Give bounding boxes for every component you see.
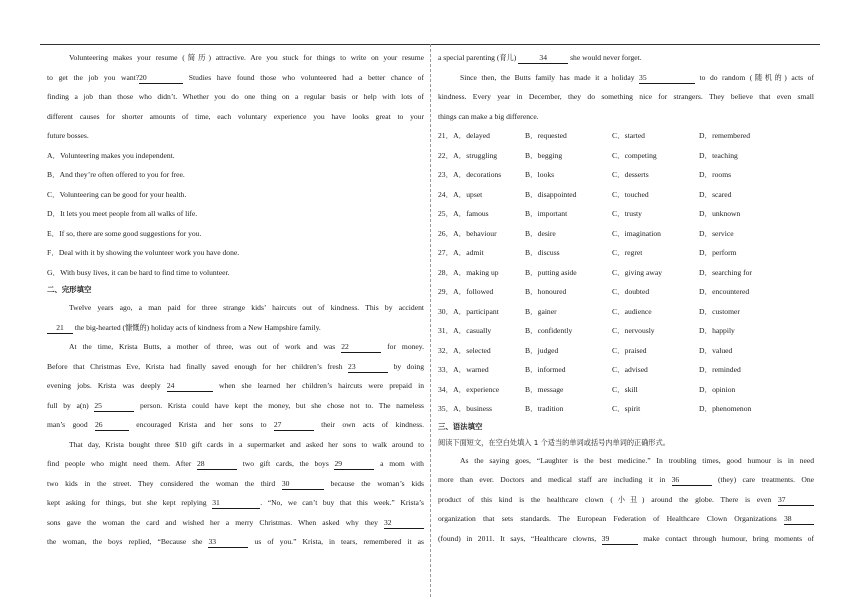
options-table — [438, 126, 814, 419]
option-cell[interactable]: 35．A．business — [438, 404, 493, 413]
option-row — [438, 360, 814, 380]
text-line: the woman, the boys replied, “Because she 33 us of you.” Krista, in tears, remembered it as — [47, 537, 424, 546]
blank-26[interactable]: 26 — [95, 420, 129, 431]
blank-24[interactable]: 24 — [167, 381, 213, 392]
option-cell[interactable]: B．looks — [525, 170, 555, 179]
option-cell[interactable]: D．searching for — [699, 267, 752, 277]
option-cell[interactable]: 29．A．followed — [438, 287, 494, 296]
option-row — [438, 282, 814, 302]
section-heading-grammar: 三、语法填空 — [438, 421, 483, 431]
option-cell[interactable]: 24．A．upset — [438, 189, 483, 199]
text-line: to get the job you want?20 Studies have found those who volunteered had a better chance of — [47, 72, 424, 82]
option-cell[interactable]: D．scared — [699, 189, 732, 199]
text-line: (found) in 2011. It says, “Healthcare clowns, 39 make contact through humour, bring moments of — [438, 533, 814, 543]
option-cell[interactable]: B．judged — [525, 345, 559, 355]
option-row — [438, 224, 814, 244]
option-cell[interactable]: B．begging — [525, 150, 563, 160]
option-row — [438, 165, 814, 185]
option-cell[interactable]: B．informed — [525, 365, 566, 374]
text-line: At the time, Krista Butts, a mother of three, was out of work and was 22 for money. — [69, 342, 424, 351]
option-cell[interactable]: B．disappointed — [525, 189, 577, 199]
text-line: two kids in the street. They considered the woman the third 30 because the woman’s kids — [47, 478, 424, 488]
blank-34[interactable]: 34 — [518, 53, 568, 64]
blank-33[interactable]: 33 — [208, 537, 248, 548]
text-line: find people who might need them. After 28 two gift cards, the boys 29 a mom with — [47, 459, 424, 468]
choice-e: E．If so, there are some good suggestions for you. — [47, 228, 202, 238]
option-row — [438, 302, 814, 322]
blank-23[interactable]: 23 — [348, 362, 388, 373]
option-cell[interactable]: C．praised — [612, 345, 647, 355]
text-line: Since then, the Butts family has made it a holiday 35 to do random (随机的) acts of — [460, 72, 814, 82]
option-cell[interactable]: D．phenomenon — [699, 404, 752, 413]
blank-39[interactable]: 39 — [602, 534, 638, 545]
text-line: more than ever. Doctors and medical staff are including it in 36 (they) care treatments. One — [438, 475, 814, 484]
blank-28[interactable]: 28 — [197, 459, 237, 470]
text-line: full by a(n) 25 person. Krista could have kept the money, but she chose not to. The nameless — [47, 400, 424, 410]
blank-21[interactable]: 21 — [47, 323, 73, 334]
text-line: evening jobs. Krista was deeply 24 when she learned her children’s haircuts were prepaid in — [47, 381, 424, 390]
blank-32[interactable]: 32 — [384, 518, 424, 529]
text-line: 21 the big-hearted (慷慨的) holiday acts of kindness from a New Hampshire family. — [47, 318, 424, 338]
choice-b: B．And they’re often offered to you for free. — [47, 170, 185, 179]
text-line: finding a job than those who didn’t. Whether you do one thing on a regular basis or help with lots of — [47, 92, 424, 101]
option-cell[interactable]: 22．A．struggling — [438, 150, 498, 160]
option-cell[interactable]: C．competing — [612, 150, 657, 160]
blank-30[interactable]: 30 — [282, 479, 324, 490]
option-cell[interactable]: C．trusty — [612, 209, 642, 218]
blank-36[interactable]: 36 — [672, 475, 712, 486]
text-line: Twelve years ago, a man paid for three strange kids’ haircuts out of kindness. This by accident — [69, 303, 424, 312]
text-line: a special parenting (育儿) 34 she would never forget. — [438, 53, 642, 62]
option-cell[interactable]: C．skill — [612, 384, 638, 394]
blank-25[interactable]: 25 — [94, 401, 134, 412]
option-cell[interactable]: C．regret — [612, 248, 643, 257]
text-line: sons gave the woman the card and wished her a merry Christmas. When asked why they 32 — [47, 513, 424, 533]
option-cell[interactable]: D．opinion — [699, 384, 736, 394]
blank-38[interactable]: 38 — [784, 514, 814, 525]
option-cell[interactable]: D．perform — [699, 248, 737, 257]
option-cell[interactable]: 27．A．admit — [438, 248, 484, 257]
blank-27[interactable]: 27 — [274, 420, 314, 431]
text-line: As the saying goes, “Laughter is the best medicine.” In troubling times, good humour is in need — [460, 455, 814, 465]
option-cell[interactable]: 30．A．participant — [438, 306, 499, 316]
option-cell[interactable]: B．gainer — [525, 306, 557, 316]
text-line: man’s good 26 encouraged Krista and her sons to 27 their own acts of kindness. — [47, 420, 424, 429]
option-cell[interactable]: 21．A．delayed — [438, 131, 490, 140]
option-cell[interactable]: B．honoured — [525, 287, 567, 296]
option-cell[interactable]: 32．A．selected — [438, 345, 491, 355]
option-cell[interactable]: B．desire — [525, 228, 556, 238]
option-row — [438, 126, 814, 146]
option-row — [438, 185, 814, 205]
option-cell[interactable]: B．confidently — [525, 326, 573, 335]
section-heading-cloze: 二、完形填空 — [47, 285, 92, 294]
option-cell[interactable]: C．giving away — [612, 267, 662, 277]
option-cell[interactable]: C．desserts — [612, 170, 649, 179]
option-row — [438, 146, 814, 166]
text-line: kept asking for things, but she kept replying 31 . “No, we can’t buy that this week.” Krista’s — [47, 498, 424, 507]
option-cell[interactable]: D．customer — [699, 306, 740, 316]
choice-g: G．With busy lives, it can be hard to find time to volunteer. — [47, 267, 230, 277]
option-cell[interactable]: B．discuss — [525, 248, 560, 257]
option-cell[interactable]: 26．A．behaviour — [438, 228, 497, 238]
option-cell[interactable]: C．imagination — [612, 228, 661, 238]
option-cell[interactable]: C．audience — [612, 306, 652, 316]
option-cell[interactable]: D．reminded — [699, 365, 741, 374]
option-cell[interactable]: D．unknown — [699, 209, 741, 218]
option-row — [438, 399, 814, 419]
option-cell[interactable]: B．putting aside — [525, 267, 577, 277]
text-line: organization that sets standards. The European Federation of Healthcare Clown Organizations 38 — [438, 509, 814, 529]
blank-20[interactable]: 20 — [139, 73, 183, 84]
option-row — [438, 243, 814, 263]
text-line: kindness. Every year in December, they do something nice for strangers. They believe that even small — [438, 92, 814, 101]
right-column — [438, 48, 814, 548]
option-cell[interactable]: 33．A．warned — [438, 365, 489, 374]
option-cell[interactable]: 25．A．famous — [438, 209, 489, 218]
option-row — [438, 263, 814, 283]
column-divider — [430, 44, 431, 597]
option-cell[interactable]: D．rooms — [699, 170, 732, 179]
choice-a: A．Volunteering makes you independent. — [47, 150, 175, 160]
option-cell[interactable]: B．tradition — [525, 404, 564, 413]
blank-22[interactable]: 22 — [341, 342, 381, 353]
blank-29[interactable]: 29 — [334, 459, 374, 470]
option-cell[interactable]: C．doubted — [612, 287, 650, 296]
option-cell[interactable]: 31．A．casually — [438, 326, 492, 335]
option-cell[interactable]: B．message — [525, 384, 564, 394]
option-cell[interactable]: D．teaching — [699, 150, 738, 160]
option-cell[interactable]: C．started — [612, 131, 645, 140]
instruction: 阅读下面短文，在空白处填入 1 个适当的单词或括号内单词的正确形式。 — [438, 437, 670, 447]
option-cell[interactable]: D．happily — [699, 326, 735, 335]
text-line: things can make a big difference. — [438, 111, 539, 121]
text-line: Volunteering makes your resume (简历) attractive. Are you stuck for things to write on your resume — [69, 53, 424, 62]
text-line: That day, Krista bought three $10 gift cards in a supermarket and asked her sons to walk around to — [69, 439, 424, 449]
blank-31[interactable]: 31 — [212, 498, 260, 509]
option-row — [438, 204, 814, 224]
option-cell[interactable]: C．nervously — [612, 326, 655, 335]
option-row — [438, 380, 814, 400]
option-cell[interactable]: C．advised — [612, 365, 648, 374]
option-cell[interactable]: 34．A．experience — [438, 384, 500, 394]
option-cell[interactable]: B．important — [525, 209, 568, 218]
text-line: different causes for shorter amounts of time, each voluntary experience you have looks great to your — [47, 111, 424, 121]
choice-c: C．Volunteering can be good for your health. — [47, 189, 187, 199]
choice-d: D．It lets you meet people from all walks of life. — [47, 209, 198, 218]
blank-37[interactable]: 37 — [778, 495, 814, 506]
option-cell[interactable]: C．touched — [612, 189, 649, 199]
option-row — [438, 341, 814, 361]
blank-35[interactable]: 35 — [639, 73, 695, 84]
option-cell[interactable]: D．valued — [699, 345, 733, 355]
option-cell[interactable]: D．remembered — [699, 131, 751, 140]
text-line: future bosses. — [47, 131, 89, 140]
option-cell[interactable]: 23．A．decorations — [438, 170, 502, 179]
left-column — [47, 48, 424, 552]
option-cell[interactable]: D．service — [699, 228, 734, 238]
option-row — [438, 321, 814, 341]
option-cell[interactable]: 28．A．making up — [438, 267, 499, 277]
option-cell[interactable]: D．encountered — [699, 287, 750, 296]
text-line: Before that Christmas Eve, Krista had finally saved enough for her children’s fresh 23 by doing — [47, 361, 424, 371]
choice-f: F．Deal with it by showing the volunteer work you have done. — [47, 248, 240, 257]
option-cell[interactable]: C．spirit — [612, 404, 641, 413]
option-cell[interactable]: B．requested — [525, 131, 567, 140]
text-line: product of this kind is the healthcare clown (小丑) around the globe. There is even 37 — [438, 490, 814, 510]
